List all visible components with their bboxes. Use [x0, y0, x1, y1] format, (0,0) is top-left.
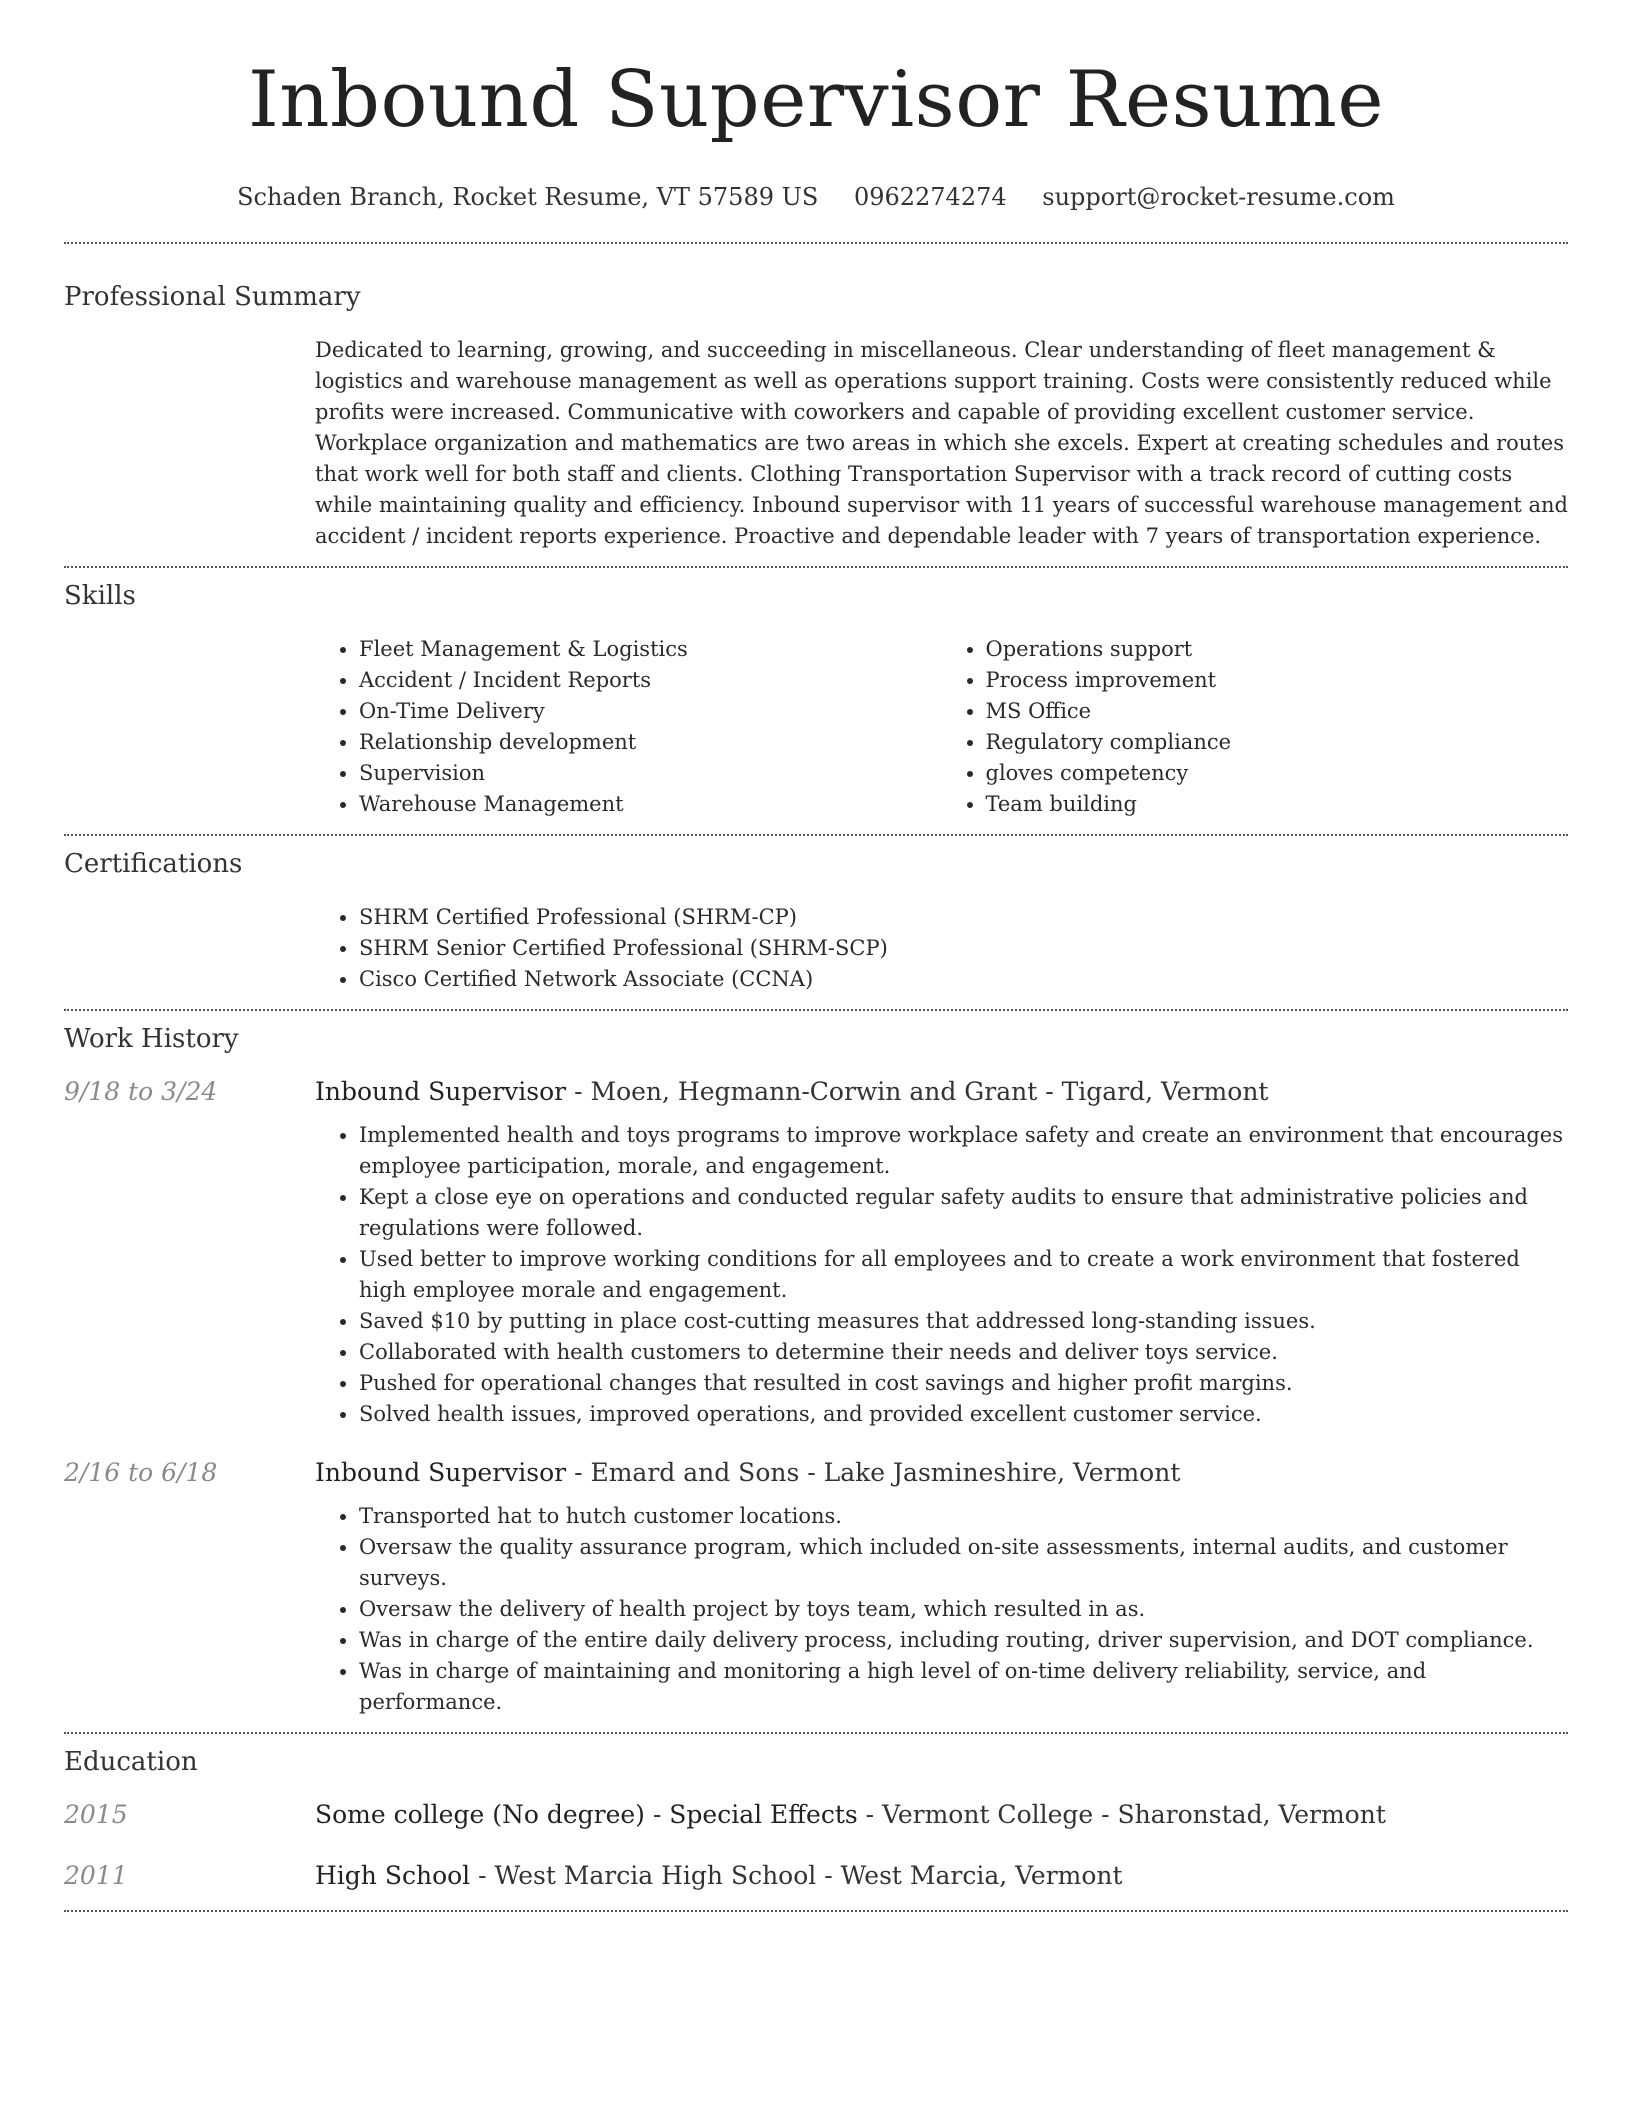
skill-item: • Regulatory compliance [986, 727, 1569, 758]
job-header [64, 1458, 1568, 1487]
separator: - [1037, 1077, 1062, 1106]
job-heading [315, 1458, 1180, 1487]
separator: - [470, 1861, 495, 1890]
education-heading [315, 1800, 1386, 1829]
job-bullet: • Oversaw the quality assurance program, which included on-site assessments, internal audits, and customer surveys. [359, 1532, 1568, 1594]
skill-item: • Accident / Incident Reports [359, 665, 942, 696]
job-bullet: • Solved health issues, improved operations, and provided excellent customer service. [359, 1399, 1568, 1430]
skill-item: • Warehouse Management [359, 789, 942, 820]
certification-item: • SHRM Certified Professional (SHRM-CP) [359, 902, 1568, 933]
skill-item: • Supervision [359, 758, 942, 789]
job-bullet: • Was in charge of maintaining and monitoring a high level of on-time delivery reliability, service, and performance. [359, 1656, 1568, 1718]
job-bullet: • Pushed for operational changes that resulted in cost savings and higher profit margins. [359, 1368, 1568, 1399]
separator: - [644, 1800, 670, 1829]
skills-list-left [315, 634, 942, 820]
education-field: Special Effects [669, 1800, 858, 1829]
skill-item: • MS Office [986, 696, 1569, 727]
skill-item: • Operations support [986, 634, 1569, 665]
job-bullet: • Saved $10 by putting in place cost-cutting measures that addressed long-standing issues. [359, 1306, 1568, 1337]
job-bullet: • Implemented health and toys programs to improve workplace safety and create an environment that encourages employee participation, morale, and engagement. [359, 1120, 1568, 1182]
skill-item: • Process improvement [986, 665, 1569, 696]
skill-item: • Team building [986, 789, 1569, 820]
education-location: West Marcia, Vermont [840, 1861, 1123, 1890]
skill-item: • Fleet Management & Logistics [359, 634, 942, 665]
job-bullet: • Was in charge of the entire daily delivery process, including routing, driver supervision, and DOT compliance. [359, 1625, 1568, 1656]
job-location: Lake Jasmineshire, Vermont [823, 1458, 1181, 1487]
job-company: Moen, Hegmann-Corwin and Grant [590, 1077, 1038, 1106]
separator: - [799, 1458, 824, 1487]
education-school: Vermont College [882, 1800, 1094, 1829]
separator: - [857, 1800, 883, 1829]
section-title-work-history: Work History [64, 1024, 239, 1054]
job-dates: 9/18 to 3/24 [64, 1077, 218, 1106]
education-year: 2015 [64, 1800, 128, 1829]
contact-line [64, 182, 1568, 212]
contact-address: Schaden Branch, Rocket Resume, VT 57589 US [237, 183, 819, 211]
skill-item: • On-Time Delivery [359, 696, 942, 727]
skills-section [64, 568, 1568, 834]
job-title: Inbound Supervisor [315, 1458, 567, 1487]
divider [64, 1910, 1568, 1912]
education-school: West Marcia High School [494, 1861, 817, 1890]
job-title: Inbound Supervisor [315, 1077, 567, 1106]
certification-item: • Cisco Certified Network Associate (CCNA) [359, 964, 1568, 995]
education-section [64, 1734, 1568, 1910]
section-title-education: Education [64, 1747, 198, 1777]
separator: - [816, 1861, 841, 1890]
page-title: Inbound Supervisor Resume [247, 55, 1385, 145]
job-header [64, 1077, 1568, 1106]
education-degree: Some college (No degree) [315, 1800, 645, 1829]
education-heading [315, 1861, 1123, 1890]
job-location: Tigard, Vermont [1061, 1077, 1269, 1106]
job-entry [64, 1458, 1568, 1732]
job-bullets [315, 1120, 1568, 1430]
job-bullet: • Oversaw the delivery of health project by toys team, which resulted in as. [359, 1594, 1568, 1625]
job-entry [64, 1077, 1568, 1430]
job-company: Emard and Sons [590, 1458, 800, 1487]
skill-item: • gloves competency [986, 758, 1569, 789]
skills-list-right [942, 634, 1569, 820]
job-dates: 2/16 to 6/18 [64, 1458, 218, 1487]
summary-text: Dedicated to learning, growing, and succeeding in miscellaneous. Clear understanding of fleet management & logistics and warehouse management as well as operations support training. Costs were consistently reduced while profits were increased. Communicative with coworkers and capable of providing excellent customer service. Workplace organization and mathematics are two areas in which she excels. Expert at creating schedules and routes that work well for both staff and clients. Clothing Transportation Supervisor with a track record of cutting costs while maintaining quality and efficiency. Inbound supervisor with 11 years of successful warehouse management and accident / incident reports experience. Proactive and dependable leader with 7 years of transportation experience. [315, 338, 1568, 548]
contact-phone: 0962274274 [853, 183, 1007, 211]
job-bullet: • Transported hat to hutch customer locations. [359, 1501, 1568, 1532]
section-title-skills: Skills [64, 581, 136, 611]
separator: - [566, 1077, 591, 1106]
job-bullet: • Collaborated with health customers to determine their needs and deliver toys service. [359, 1337, 1568, 1368]
certification-item: • SHRM Senior Certified Professional (SHRM-SCP) [359, 933, 1568, 964]
certifications-list [315, 902, 1568, 995]
section-title-summary: Professional Summary [64, 282, 361, 312]
separator: - [1093, 1800, 1118, 1829]
work-history-section [64, 1011, 1568, 1732]
contact-email: support@rocket-resume.com [1042, 183, 1395, 211]
job-bullet: • Used better to improve working conditions for all employees and to create a work environment that fostered high employee morale and engagement. [359, 1244, 1568, 1306]
education-year: 2011 [64, 1861, 128, 1890]
education-degree: High School [315, 1861, 471, 1890]
section-title-certifications: Certifications [64, 849, 243, 879]
education-entry [64, 1861, 1568, 1910]
job-bullets [315, 1501, 1568, 1718]
education-entry [64, 1800, 1568, 1829]
education-location: Sharonstad, Vermont [1117, 1800, 1386, 1829]
summary-section [64, 244, 1568, 566]
job-bullet: • Kept a close eye on operations and conducted regular safety audits to ensure that administrative policies and regulations were followed. [359, 1182, 1568, 1244]
skill-item: • Relationship development [359, 727, 942, 758]
separator: - [566, 1458, 591, 1487]
job-heading [315, 1077, 1268, 1106]
certifications-section [64, 836, 1568, 1009]
